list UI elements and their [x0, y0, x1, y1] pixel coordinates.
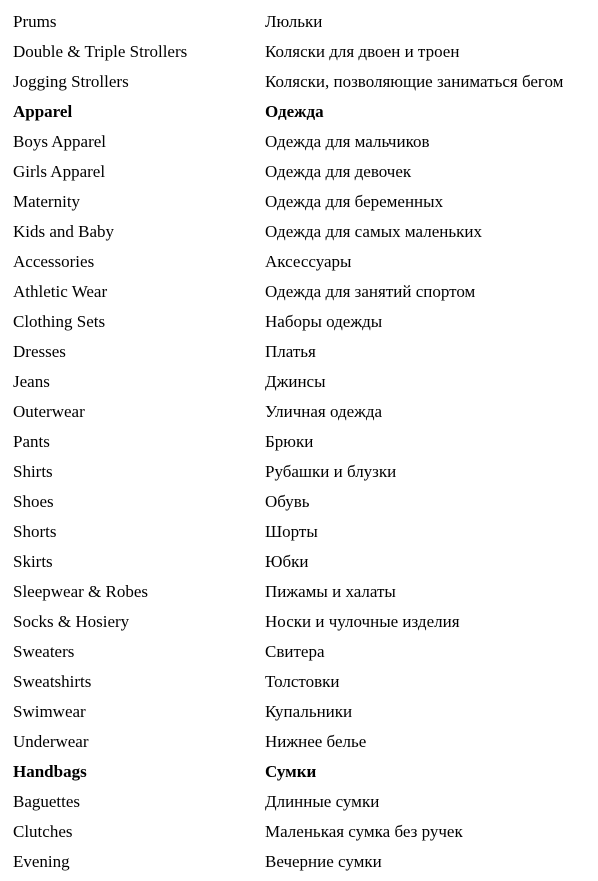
- term-english: Athletic Wear: [13, 282, 108, 301]
- glossary-row: [0, 517, 598, 547]
- glossary-row: [0, 7, 598, 37]
- term-russian: Носки и чулочные изделия: [265, 612, 460, 631]
- term-english: Double & Triple Strollers: [13, 42, 188, 61]
- term-english: Girls Apparel: [13, 162, 106, 181]
- glossary-row: [0, 697, 598, 727]
- term-english: Shirts: [13, 462, 53, 481]
- term-english: Swimwear: [13, 702, 86, 721]
- term-english: Baguettes: [13, 792, 81, 811]
- term-russian: Платья: [265, 342, 316, 361]
- glossary-row: [0, 397, 598, 427]
- section-heading-english: Apparel: [13, 102, 73, 121]
- term-english: Prums: [13, 12, 57, 31]
- term-english: Sweaters: [13, 642, 75, 661]
- glossary-row: [0, 187, 598, 217]
- section-heading-row: [0, 757, 598, 787]
- term-english: Jogging Strollers: [13, 72, 129, 91]
- glossary-row: [0, 67, 598, 97]
- glossary-row: [0, 817, 598, 847]
- term-russian: Пижамы и халаты: [265, 582, 396, 601]
- glossary-row: [0, 37, 598, 67]
- glossary-row: [0, 277, 598, 307]
- term-russian: Толстовки: [265, 672, 340, 691]
- term-english: Skirts: [13, 552, 53, 571]
- term-russian: Рубашки и блузки: [265, 462, 397, 481]
- section-heading-english: Handbags: [13, 762, 87, 781]
- glossary-row: [0, 787, 598, 817]
- term-russian: Юбки: [265, 552, 309, 571]
- term-russian: Наборы одежды: [265, 312, 383, 331]
- glossary-row: [0, 247, 598, 277]
- term-russian: Обувь: [265, 492, 310, 511]
- term-russian: Уличная одежда: [265, 402, 383, 421]
- section-heading-russian: Сумки: [265, 762, 317, 781]
- term-russian: Нижнее белье: [265, 732, 367, 751]
- term-russian: Длинные сумки: [265, 792, 380, 811]
- term-russian: Брюки: [265, 432, 314, 451]
- glossary-row: [0, 847, 598, 877]
- glossary-row: [0, 157, 598, 187]
- term-russian: Люльки: [265, 12, 323, 31]
- glossary-row: [0, 307, 598, 337]
- term-russian: Джинсы: [265, 372, 326, 391]
- term-russian: Вечерние сумки: [265, 852, 382, 871]
- glossary-row: [0, 547, 598, 577]
- term-russian: Коляски для двоен и троен: [265, 42, 460, 61]
- glossary-row: [0, 487, 598, 517]
- glossary-row: [0, 727, 598, 757]
- glossary-row: [0, 127, 598, 157]
- section-heading-russian: Одежда: [265, 102, 324, 121]
- term-english: Shorts: [13, 522, 57, 541]
- term-english: Socks & Hosiery: [13, 612, 130, 631]
- term-english: Evening: [13, 852, 70, 871]
- term-russian: Маленькая сумка без ручек: [265, 822, 463, 841]
- term-russian: Свитера: [265, 642, 325, 661]
- glossary-row: [0, 367, 598, 397]
- term-russian: Коляски, позволяющие заниматься бегом: [265, 72, 564, 91]
- term-english: Clutches: [13, 822, 73, 841]
- glossary-row: [0, 457, 598, 487]
- glossary-row: [0, 577, 598, 607]
- term-russian: Одежда для девочек: [265, 162, 412, 181]
- term-russian: Аксессуары: [265, 252, 352, 271]
- term-english: Outerwear: [13, 402, 85, 421]
- glossary-row: [0, 667, 598, 697]
- term-english: Kids and Baby: [13, 222, 115, 241]
- term-english: Sweatshirts: [13, 672, 92, 691]
- term-russian: Одежда для занятий спортом: [265, 282, 476, 301]
- glossary-row: [0, 637, 598, 667]
- term-russian: Шорты: [265, 522, 318, 541]
- term-russian: Одежда для мальчиков: [265, 132, 430, 151]
- term-english: Accessories: [13, 252, 95, 271]
- glossary-row: [0, 427, 598, 457]
- term-english: Boys Apparel: [13, 132, 107, 151]
- term-russian: Одежда для самых маленьких: [265, 222, 482, 241]
- glossary-row: [0, 607, 598, 637]
- term-russian: Одежда для беременных: [265, 192, 444, 211]
- term-english: Shoes: [13, 492, 54, 511]
- term-english: Sleepwear & Robes: [13, 582, 149, 601]
- term-english: Jeans: [13, 372, 50, 391]
- term-russian: Купальники: [265, 702, 353, 721]
- glossary-row: [0, 337, 598, 367]
- term-english: Maternity: [13, 192, 81, 211]
- term-english: Clothing Sets: [13, 312, 106, 331]
- glossary-table: [0, 7, 598, 877]
- term-english: Underwear: [13, 732, 89, 751]
- term-english: Pants: [13, 432, 50, 451]
- term-english: Dresses: [13, 342, 66, 361]
- glossary-row: [0, 217, 598, 247]
- section-heading-row: [0, 97, 598, 127]
